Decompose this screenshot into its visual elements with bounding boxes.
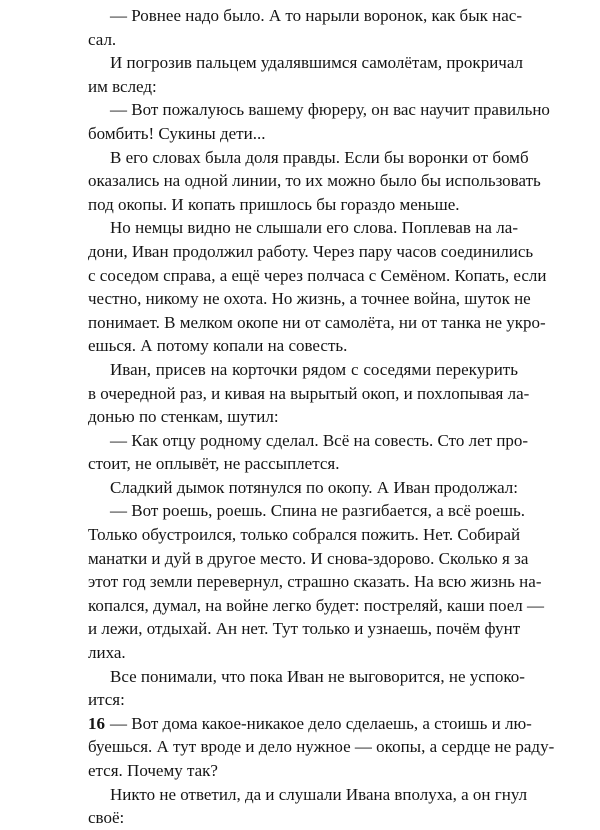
text-line: ится: — [88, 690, 125, 710]
text-line: своё: — [88, 808, 125, 828]
text-line: им вслед: — [88, 76, 157, 96]
text-line: И погрозив пальцем удалявшимся самолётам, прокричал — [110, 53, 524, 73]
book-page-text — [88, 4, 555, 830]
page-number: 16 — [88, 714, 105, 733]
text-line: Иван, присев на корточки рядом с соседями перекурить — [110, 359, 518, 379]
text-line: манатки и дуй в другое место. И снова-здорово. Сколько я за — [88, 548, 529, 568]
text-line: Все понимали, что пока Иван не выговорится, не успоко- — [110, 666, 525, 686]
text-line: — Ровнее надо было. А то нарыли воронок, как бык нас- — [110, 6, 522, 25]
text-line: стоит, не оплывёт, не рассыплется. — [88, 454, 340, 474]
text-line: в очередной раз, и кивая на вырытый окоп, и похлопывая ла- — [88, 383, 530, 403]
text-line: этот год земли перевернул, страшно сказать. На всю жизнь на- — [88, 572, 542, 592]
text-line: и лежи, отдыхай. Ан нет. Тут только и узнаешь, почём фунт — [88, 619, 521, 639]
text-line: с соседом справа, а ещё через полчаса с Семёном. Копать, если — [88, 265, 547, 285]
text-line: честно, никому не охота. Но жизнь, а точнее война, шуток не — [88, 289, 531, 309]
text-line: буешься. А тут вроде и дело нужное — окопы, а сердце не раду- — [88, 737, 555, 757]
text-line: ется. Почему так? — [88, 761, 218, 780]
text-line: под окопы. И копать пришлось бы гораздо меньше. — [88, 194, 460, 214]
text-line: — Вот пожалуюсь вашему фюреру, он вас научит правильно — [110, 100, 550, 120]
text-line: В его словах была доля правды. Если бы воронки от бомб — [110, 147, 529, 167]
text-line: лиха. — [88, 643, 126, 663]
text-line: — Вот роешь, роешь. Спина не разгибается, а всё роешь. — [110, 501, 526, 521]
text-line: бомбить! Сукины дети... — [88, 123, 266, 143]
text-line: дони, Иван продолжил работу. Через пару часов соединились — [88, 241, 534, 261]
text-line: донью по стенкам, шутил: — [88, 407, 279, 427]
text-line: Но немцы видно не слышали его слова. Поплевав на ла- — [110, 218, 518, 238]
text-line: — Как отцу родному сделал. Всё на совесть. Сто лет про- — [110, 430, 529, 450]
text-line: понимает. В мелком окопе ни от самолёта, ни от танка не укро- — [88, 312, 546, 332]
text-line: — Вот дома какое-никакое дело сделаешь, а стоишь и лю- — [110, 713, 532, 733]
text-line: ешься. А потому копали на совесть. — [88, 336, 348, 356]
text-line: Сладкий дымок потянулся по окопу. А Иван продолжал: — [110, 477, 518, 497]
text-line: копался, думал, на войне легко будет: постреляй, каши поел — — [88, 595, 544, 615]
text-line: сал. — [88, 29, 117, 49]
text-line: оказались на одной линии, то их можно было бы использовать — [88, 171, 541, 191]
text-line: Только обустроился, только собрался пожить. Нет. Собирай — [88, 525, 521, 545]
text-line: Никто не ответил, да и слушали Ивана вполуха, а он гнул — [110, 784, 528, 804]
